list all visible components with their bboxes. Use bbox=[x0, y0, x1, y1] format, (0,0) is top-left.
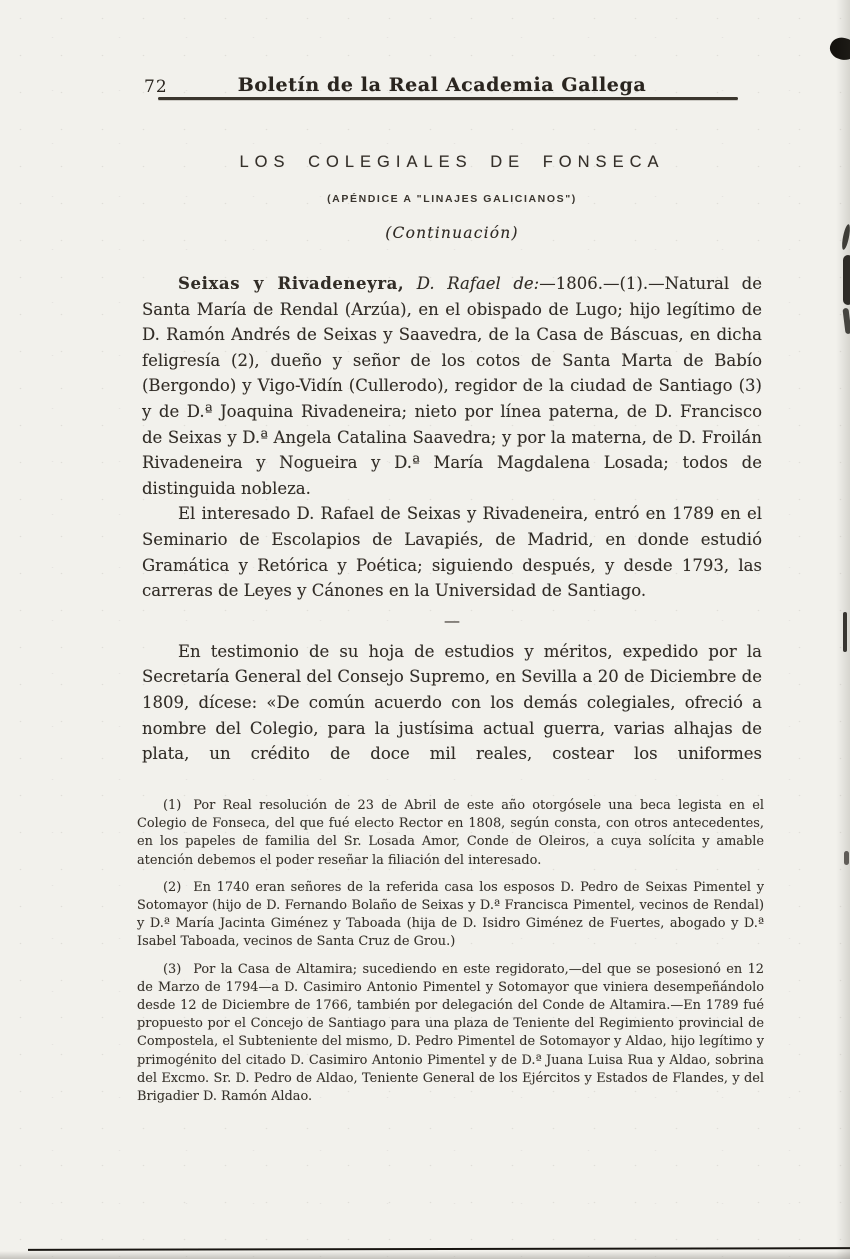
entry-name-italic: D. Rafael de: bbox=[404, 274, 540, 293]
paragraph-1-text: —1806.—(1).—Natural de Santa María de Rendal (Arzúa), en el obispado de Lugo; hijo legítimo de D. Ramón Andrés de Seixas y Saavedra, de la Casa de Báscuas, en dicha feligresía (2), dueño y señor de los cotos de Santa Marta de Babío (Bergondo) y Vigo-Vidín (Cullerodo), regidor de la ciudad de Santiago (3) y de D.ª Joaquina Rivadeneira; nieto por línea paterna, de D. Francisco de Seixas y D.ª Angela Catalina Saavedra; y por la materna, de D. Froilán Rivadeneira y Nogueira y D.ª María Magdalena Losada; todos de distinguida nobleza. bbox=[142, 274, 762, 498]
scan-bottom-shadow bbox=[0, 1251, 850, 1259]
footnote-1-marker: (1) bbox=[163, 798, 182, 813]
page-edge-shadow bbox=[836, 0, 850, 1259]
continuation-note: (Continuación) bbox=[385, 224, 519, 242]
footnote-3-marker: (3) bbox=[163, 961, 182, 977]
entry-name-bold: Seixas y Rivadeneyra, bbox=[178, 274, 405, 293]
journal-title: Boletín de la Real Academia Gallega bbox=[237, 74, 647, 96]
footnote-3 bbox=[137, 961, 764, 1107]
section-divider-dash: — bbox=[444, 610, 460, 630]
paragraph-1 bbox=[142, 271, 762, 501]
paragraph-2: El interesado D. Rafael de Seixas y Rivadeneira, entró en 1789 en el Seminario de Escolapios de Lavapiés, de Madrid, en donde estudió Gramática y Retórica y Poética; siguiendo después, y desde 1793, las carreras de Leyes y Cánones en la Universidad de Santiago. bbox=[142, 504, 762, 601]
footnote-3-text: Por la Casa de Altamira; sucediendo en este regidorato,—del que se posesionó en 12 de Marzo de 1794—a D. Casimiro Antonio Pimentel y Sotomayor que viniera desempeñándolo desde 12 de Diciembre de 1766, también por delegación del Conde de Altamira.—En 1789 fué propuesto por el Concejo de Santiago para una plaza de Teniente del Regimiento provincial de Compostela, el Subteniente del mismo, D. Pedro Pimentel de Sotomayor y Aldao, hijo legítimo y primogénito del citado D. Casimiro Antonio Pimentel y de D.ª Juana Luisa Rua y Aldao, sobrina del Excmo. Sr. D. Pedro de Aldao, Teniente General de los Ejércitos y Estados de Flandes, y del Brigadier D. Ramón Aldao. bbox=[137, 961, 764, 1105]
article-heading bbox=[142, 153, 762, 242]
article-body bbox=[142, 271, 762, 767]
footnote-2-marker: (2) bbox=[163, 879, 182, 895]
footnote-1 bbox=[137, 797, 764, 870]
footnote-2 bbox=[137, 879, 764, 952]
footnotes-block bbox=[137, 797, 764, 1115]
paragraph-3: En testimonio de su hoja de estudios y méritos, expedido por la Secretaría General del Consejo Supremo, en Sevilla a 20 de Diciembre de 1809, dícese: «De común acuerdo con los demás colegiales, ofreció a nombre del Colegio, para la justísima actual guerra, varias alhajas de plata, un crédito de doce mil reales, costear los uniformes bbox=[142, 641, 762, 764]
page-header bbox=[142, 74, 742, 96]
article-title: LOS COLEGIALES DE FONSECA bbox=[239, 153, 665, 171]
page-number: 72 bbox=[144, 77, 168, 97]
footnote-2-text: En 1740 eran señores de la referida casa los esposos D. Pedro de Seixas Pimentel y Sotomayor (hijo de D. Fernando Bolaño de Seixas y D.ª Francisca Pimentel, vecinos de Rendal) y D.ª María Jacinta Giménez y Taboada (hija de D. Isidro Giménez de Fuertes, abogado y D.ª Isabel Taboada, vecinos de Santa Cruz de Grou.) bbox=[137, 879, 764, 950]
article-subtitle: (APÉNDICE A "LINAJES GALICIANOS") bbox=[327, 193, 577, 205]
footnote-1-text: Por Real resolución de 23 de Abril de este año otorgósele una beca legista en el Colegio de Fonseca, del que fué electo Rector en 1808, según consta, con otros antecedentes, en los papeles de familia del Sr. Losada Amor, Conde de Oleiros, a cuya solícita y amable atención debemos el poder reseñar la filiación del interesado. bbox=[137, 798, 764, 868]
header-rule bbox=[158, 97, 738, 100]
